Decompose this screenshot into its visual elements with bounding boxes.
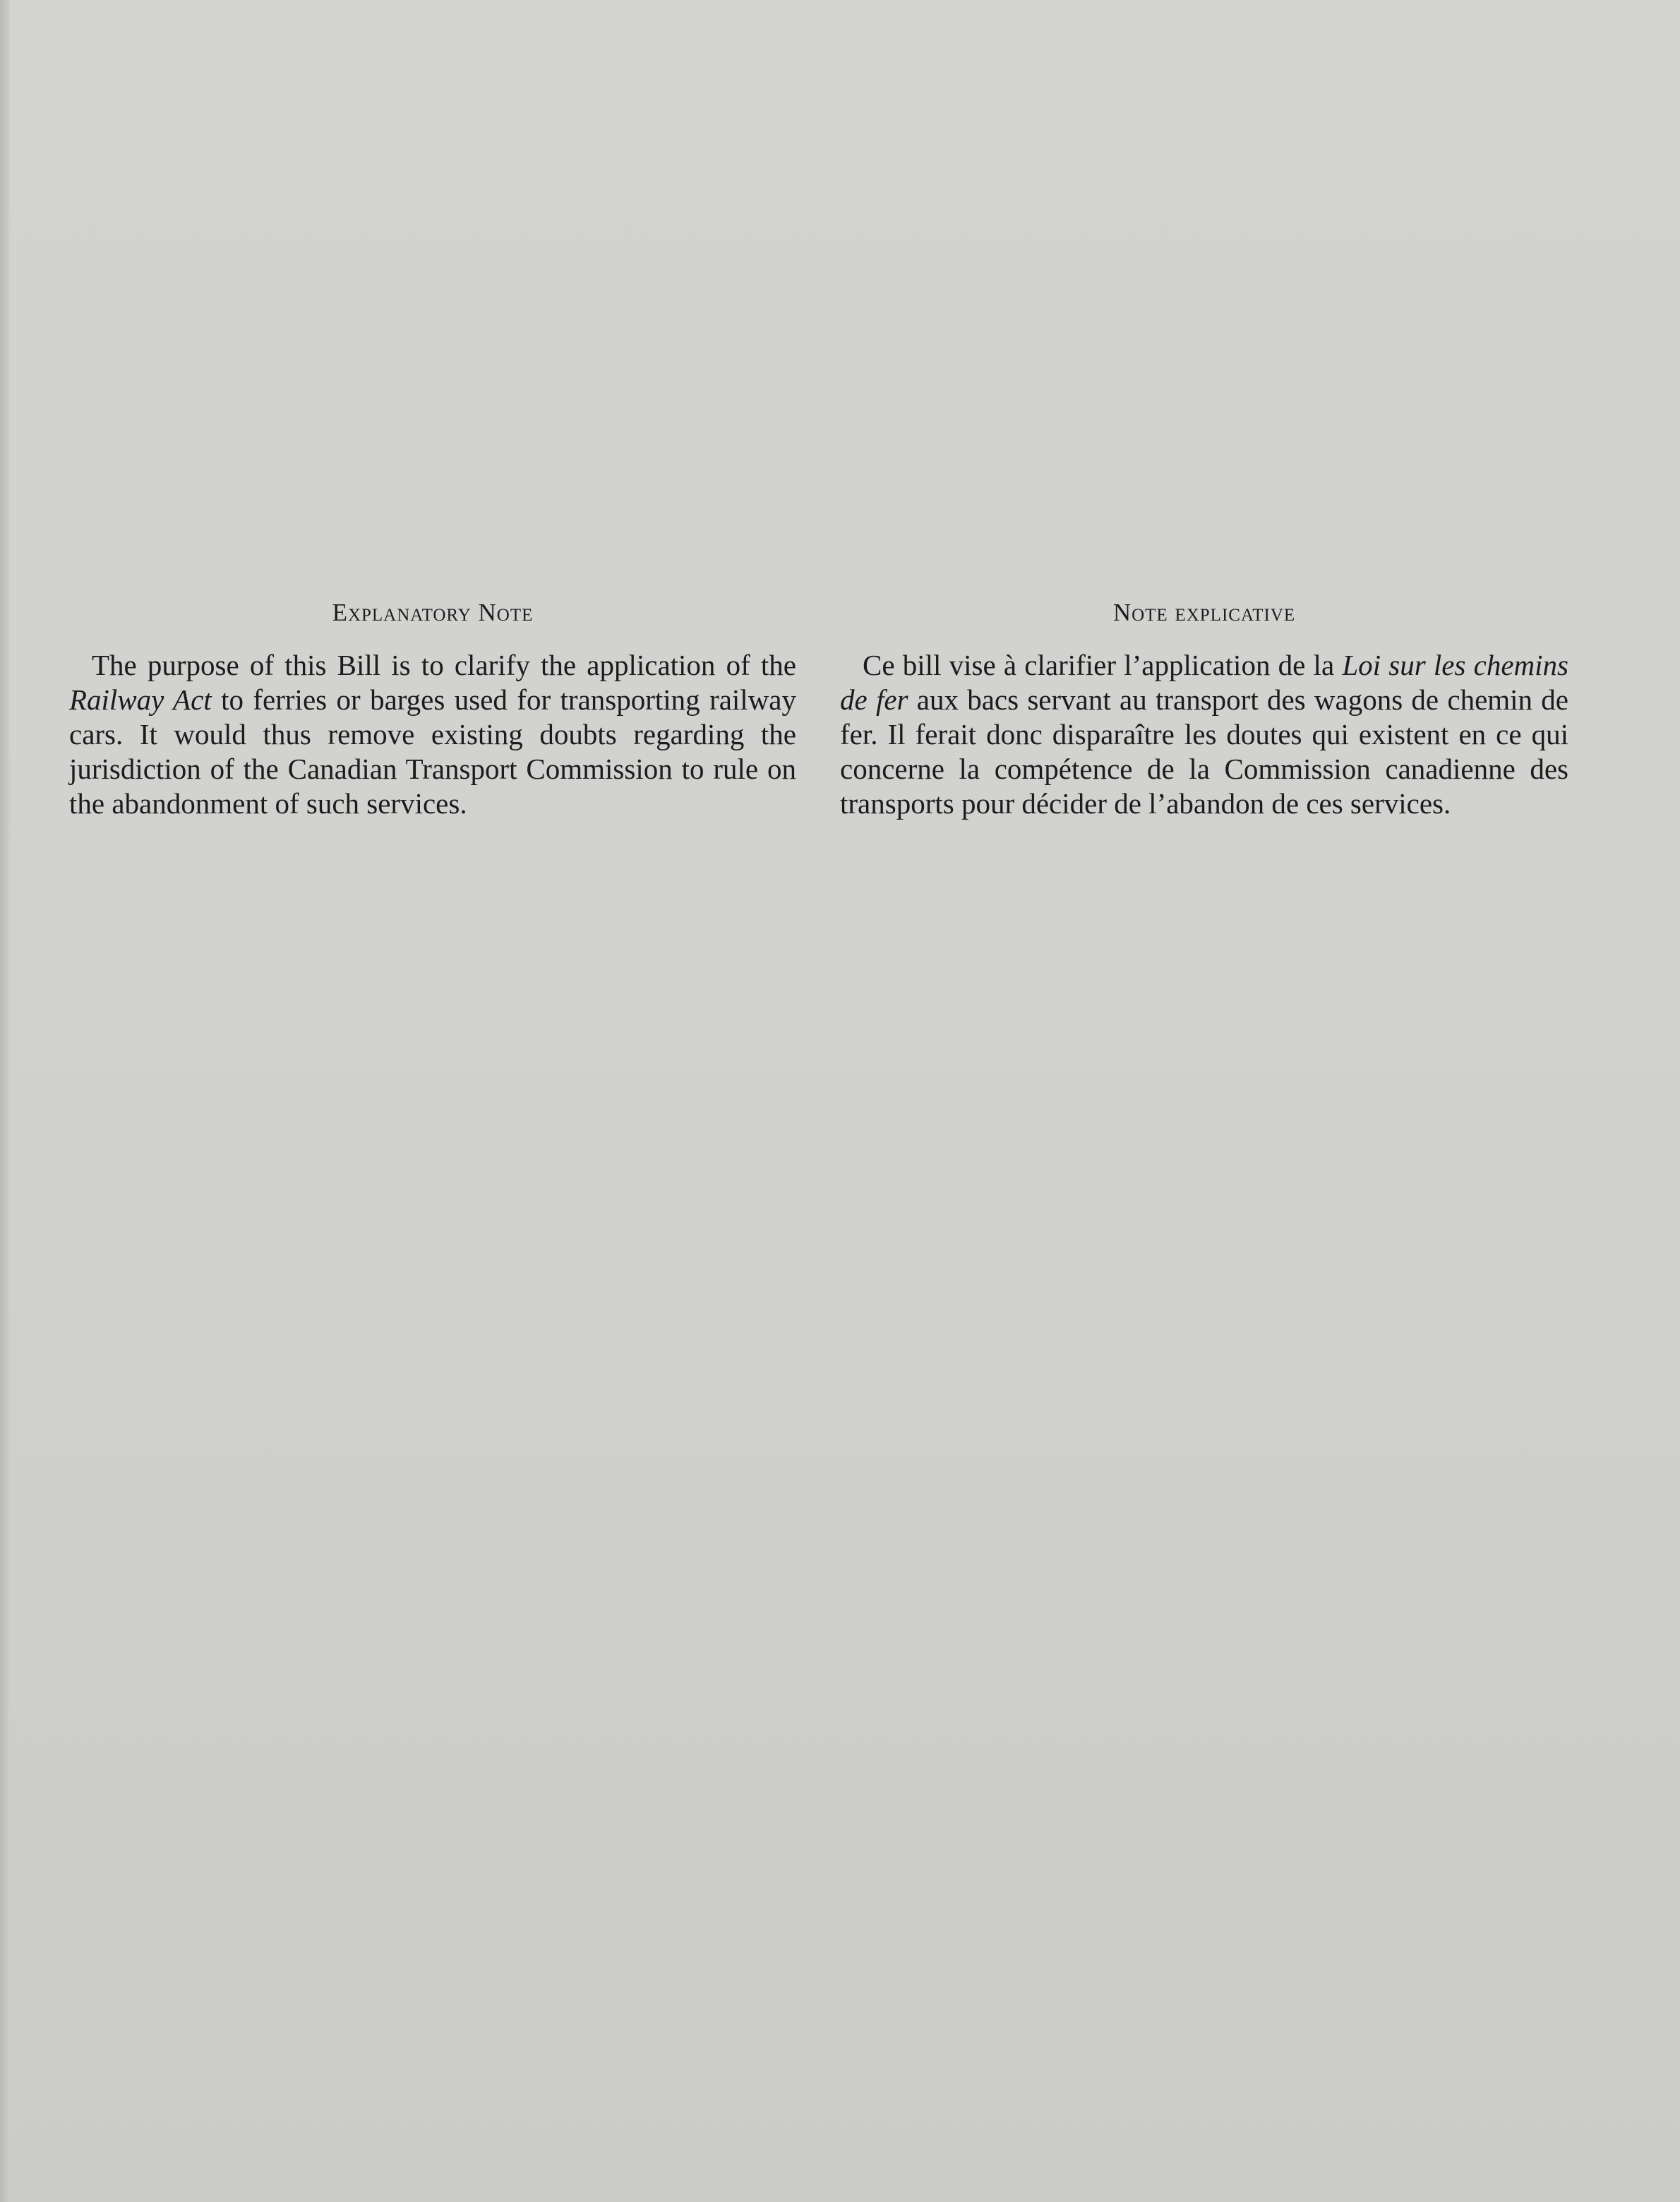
french-paragraph: Ce bill vise à clarifier l’application de la Loi sur les chemins de fer aux bacs servant au transport des wagons de chemin de fer. Il ferait donc disparaître les doutes qui existent en ce qui concerne la compétence de la Commission canadienne des transports pour décider de l’abandon de ces services. [840, 649, 1569, 820]
french-column [840, 599, 1568, 821]
english-heading: Explanatory Note [332, 599, 534, 626]
french-heading: Note explicative [1112, 599, 1296, 626]
french-act-title: Loi sur les chemins de fer [840, 649, 1568, 716]
english-column [69, 599, 796, 821]
english-act-title: Railway Act [69, 683, 212, 716]
page-edge-shadow [0, 0, 10, 2202]
english-paragraph: The purpose of this Bill is to clarify the application of the Railway Act to ferries or barges used for transporting railway cars. It would thus remove existing doubts regarding the jurisdiction of the Canadian Transport Commission to rule on the abandonment of such services. [69, 649, 797, 820]
